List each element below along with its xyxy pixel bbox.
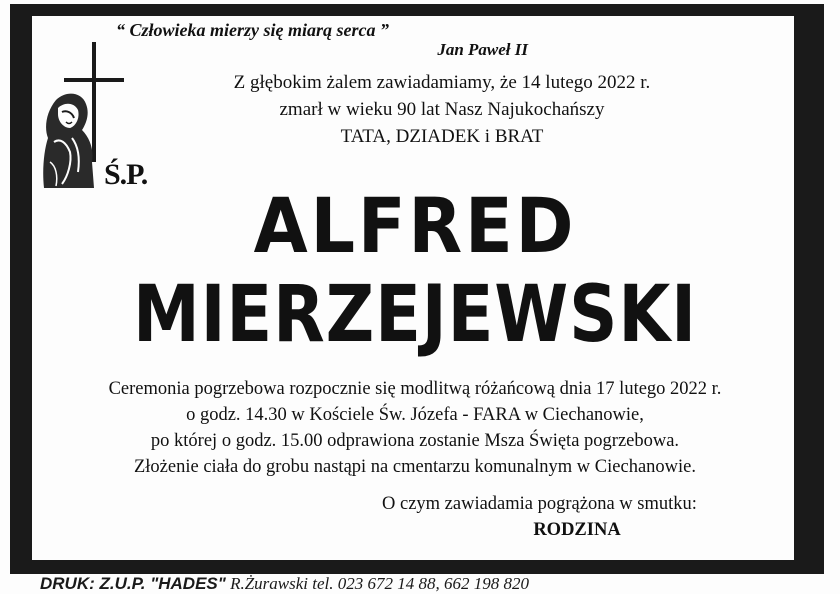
- deceased-last-name: MIERZEJEWSKI: [133, 270, 697, 360]
- intro-line-1: Z głębokim żalem zawiadamiamy, że 14 lutego 2022 r.: [233, 72, 651, 93]
- closing: [382, 492, 722, 542]
- deceased-first-name: ALFRED: [253, 181, 577, 270]
- printer-label: DRUK: Z.U.P. "HADES": [40, 574, 226, 593]
- intro-line-2: zmarł w wieku 90 lat Nasz Najukochańszy: [279, 99, 605, 120]
- printer-contact: R.Żurawski tel. 023 672 14 88, 662 198 820: [230, 574, 529, 593]
- ceremony-line-1: Ceremonia pogrzebowa rozpocznie się modlitwą różańcową dnia 17 lutego 2022 r.: [108, 379, 722, 399]
- prefix-sp: Ś.P.: [104, 158, 148, 191]
- motto-quote: “ Człowieka mierzy się miarą serca ”: [116, 20, 389, 40]
- announcement-intro: [182, 69, 702, 150]
- ceremony-details: [62, 376, 768, 480]
- closing-line: O czym zawiadamia pogrążona w smutku:: [382, 494, 697, 514]
- intro-line-3: TATA, DZIADEK i BRAT: [340, 126, 544, 147]
- obituary-panel: [30, 14, 796, 562]
- motto: [116, 20, 536, 60]
- motto-author: Jan Paweł II: [437, 40, 528, 59]
- family-signature: RODZINA: [533, 520, 621, 540]
- ceremony-line-3: po której o godz. 15.00 odprawiona zostanie Msza Święta pogrzebowa.: [150, 431, 680, 451]
- printer-footer: [40, 574, 820, 594]
- ceremony-line-2: o godz. 14.30 w Kościele Św. Józefa - FARA w Ciechanowie,: [186, 405, 644, 425]
- ceremony-line-4: Złożenie ciała do grobu nastąpi na cmentarzu komunalnym w Ciechanowie.: [133, 457, 696, 477]
